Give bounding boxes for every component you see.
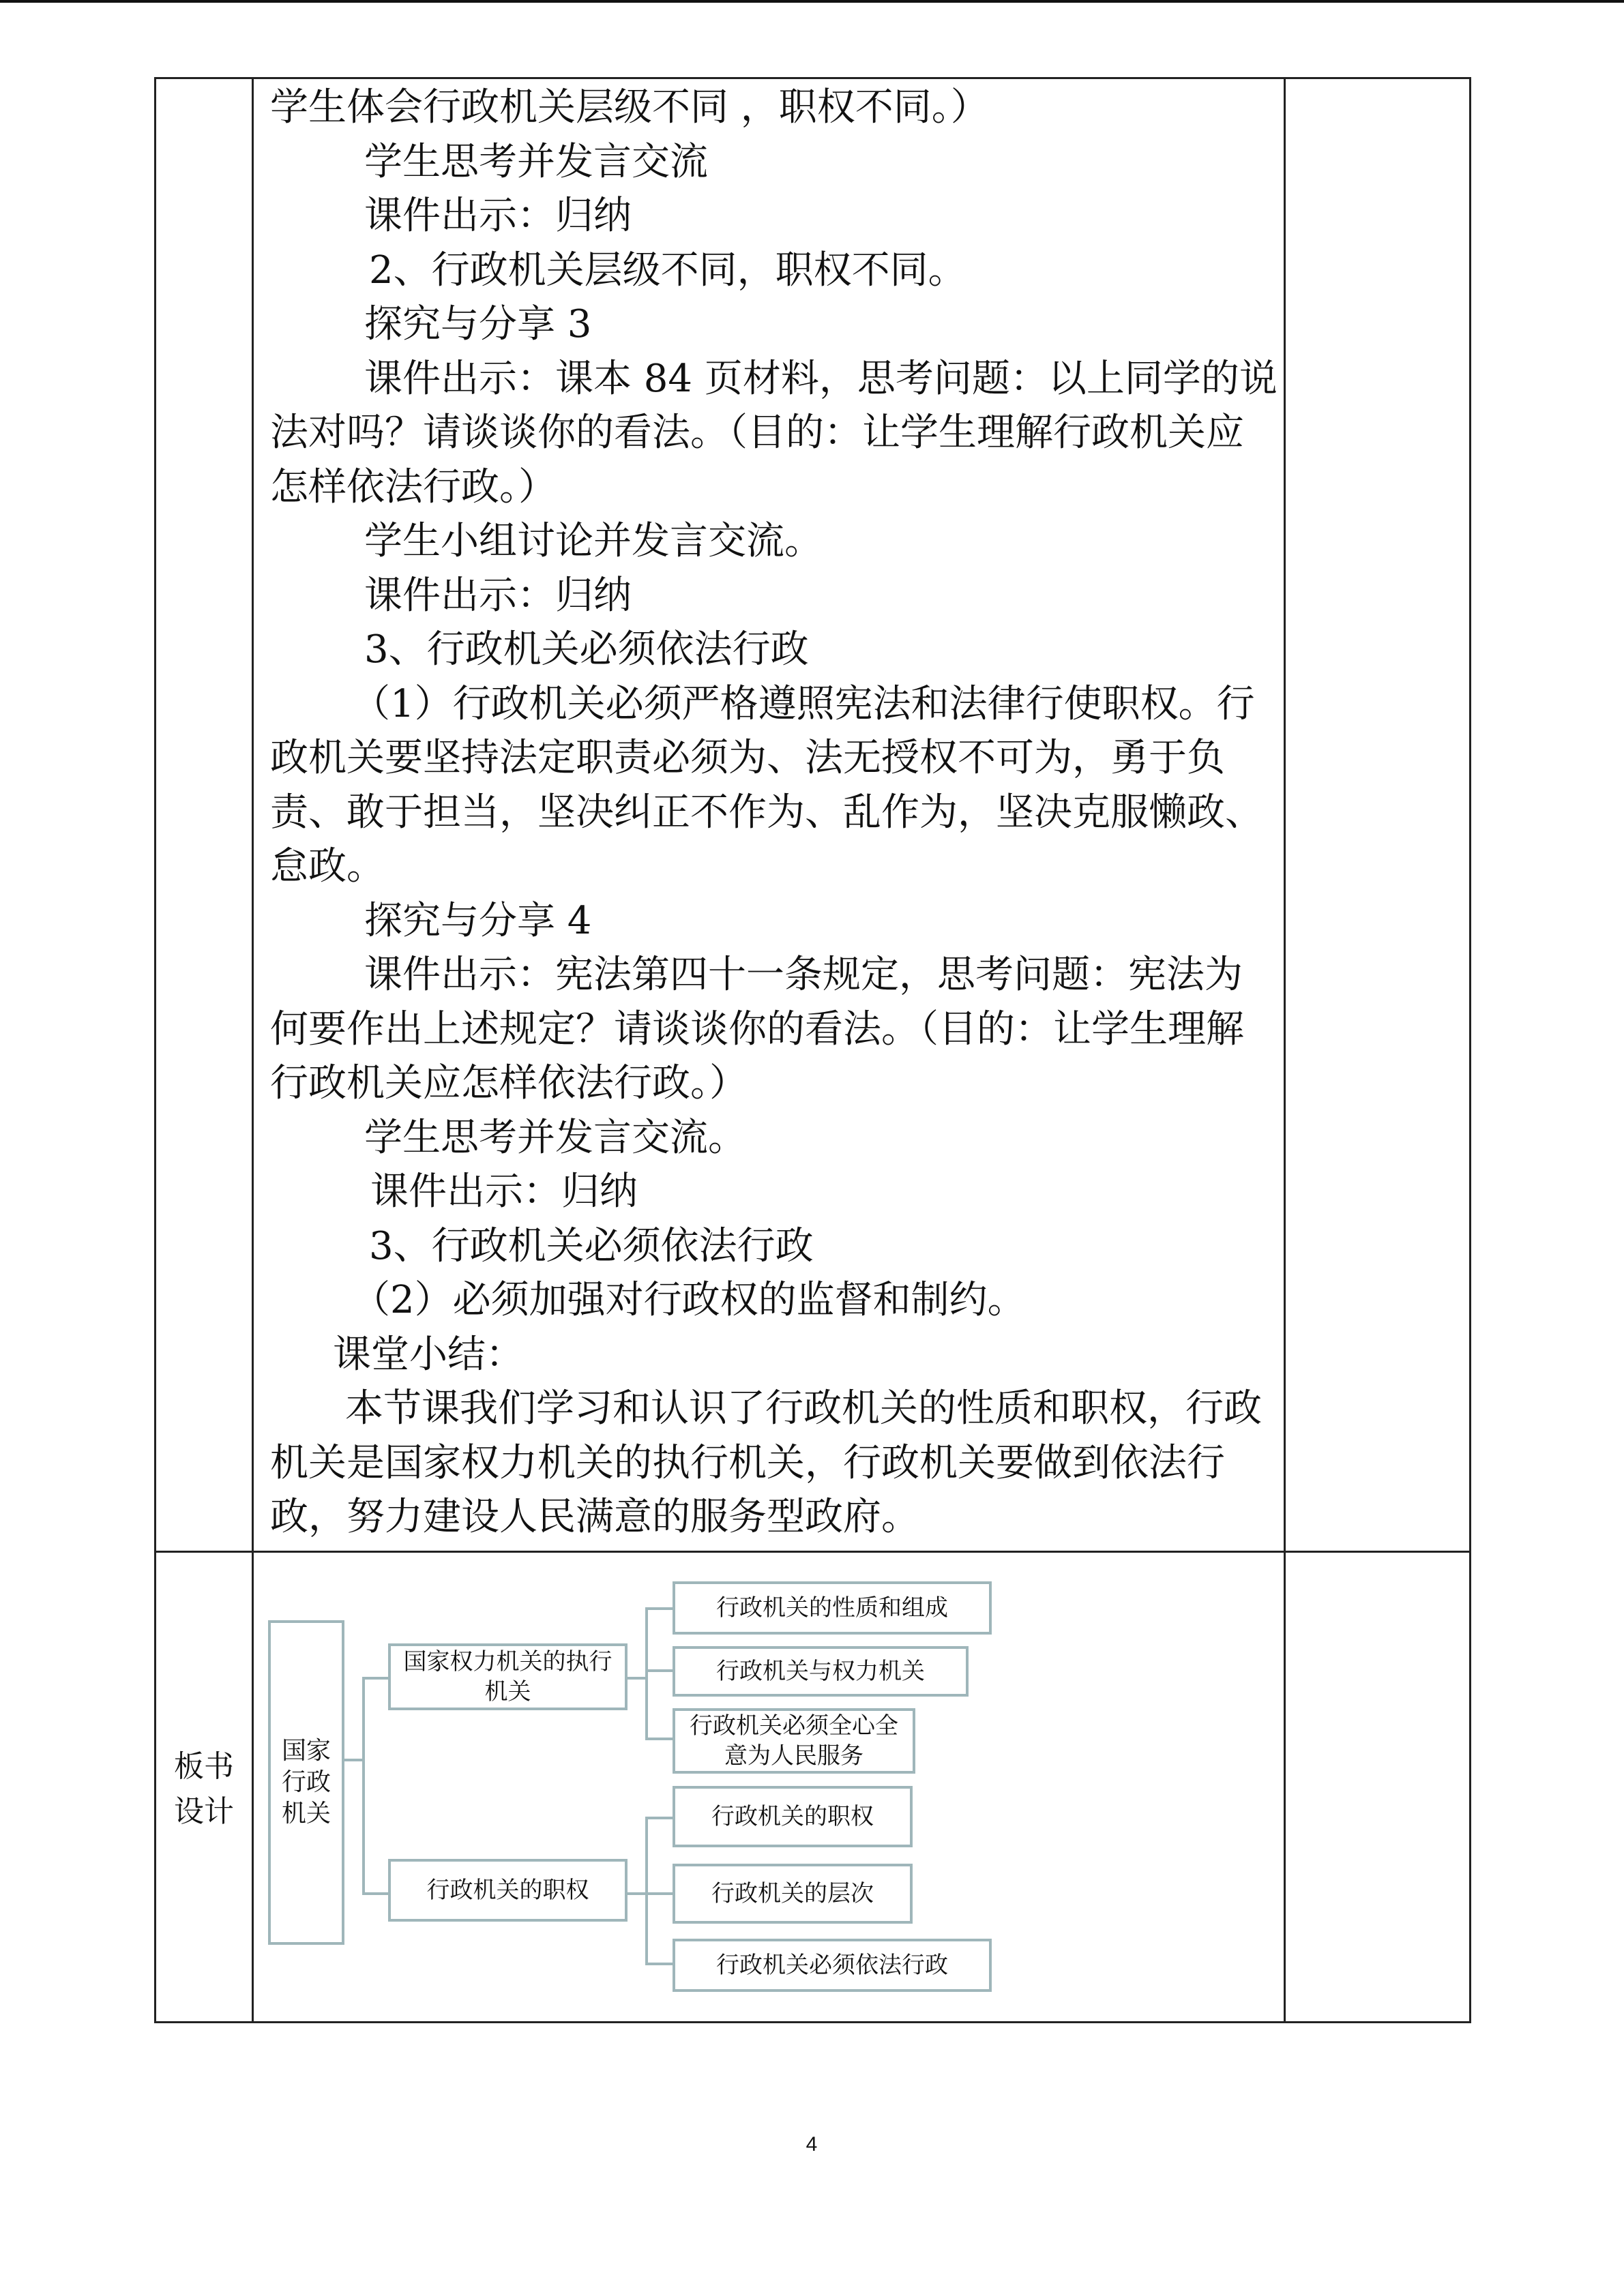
root-node: 国家行政机关 bbox=[268, 1620, 344, 1945]
lesson-line: 2、行政机关层级不同，职权不同。 bbox=[369, 248, 966, 293]
lesson-line: 课件出示：宪法第四十一条规定，思考问题：宪法为 bbox=[364, 953, 1243, 997]
connector bbox=[645, 1817, 648, 1965]
connector bbox=[343, 1759, 364, 1761]
lesson-line: 3、行政机关必须依法行政 bbox=[364, 627, 809, 672]
lesson-line: 怠政。 bbox=[270, 844, 385, 889]
connector bbox=[645, 1738, 674, 1740]
lesson-line: 课堂小结： bbox=[333, 1332, 524, 1377]
lesson-line: 课件出示：归纳 bbox=[370, 1169, 638, 1214]
lesson-line: 何要作出上述规定？请谈谈你的看法。（目的：让学生理解 bbox=[270, 1007, 1244, 1052]
lesson-line: 探究与分享 4 bbox=[364, 898, 592, 943]
board-design-label bbox=[156, 1744, 252, 1834]
connector bbox=[362, 1677, 389, 1680]
leaf-node: 行政机关的层次 bbox=[673, 1864, 913, 1924]
connector bbox=[645, 1607, 648, 1740]
lesson-line: 学生思考并发言交流。 bbox=[364, 1115, 746, 1160]
board-design-label-line: 设计 bbox=[174, 1794, 234, 1829]
table-right-border bbox=[1469, 77, 1471, 2023]
lesson-line: 探究与分享 3 bbox=[364, 302, 592, 346]
lesson-line: 怎样依法行政。） bbox=[270, 464, 557, 509]
leaf-node: 行政机关的职权 bbox=[673, 1786, 913, 1847]
lesson-line: 学生体会行政机关层级不同 ，职权不同。） bbox=[270, 85, 989, 130]
connector bbox=[645, 1669, 674, 1672]
leaf-node: 行政机关必须依法行政 bbox=[673, 1939, 992, 1992]
table-bottom-border bbox=[154, 2021, 1471, 2023]
page-number: 4 bbox=[806, 2133, 818, 2156]
connector bbox=[645, 1892, 674, 1895]
connector bbox=[645, 1607, 674, 1610]
board-design-label-line: 板书 bbox=[174, 1749, 234, 1784]
lesson-line: 政，努力建设人民满意的服务型政府。 bbox=[270, 1495, 919, 1539]
connector bbox=[645, 1963, 674, 1965]
lesson-line: 学生小组讨论并发言交流。 bbox=[364, 519, 823, 563]
table-top-border bbox=[154, 77, 1471, 79]
leaf-node: 行政机关必须全心全意为人民服务 bbox=[673, 1708, 915, 1774]
connector bbox=[626, 1677, 647, 1680]
connector bbox=[626, 1892, 647, 1895]
leaf-node: 行政机关与权力机关 bbox=[673, 1646, 969, 1697]
lesson-line: 政机关要坚持法定职责必须为、法无授权不可为，勇于负 bbox=[270, 736, 1225, 780]
table-left-border bbox=[154, 77, 156, 2023]
connector bbox=[362, 1892, 389, 1895]
connector bbox=[645, 1817, 674, 1819]
lesson-line: （1）行政机关必须严格遵照宪法和法律行使职权。行 bbox=[352, 681, 1255, 726]
lesson-line: 学生思考并发言交流 bbox=[364, 139, 708, 184]
lesson-line: 责、敢于担当，坚决纠正不作为、乱作为，坚决克服懒政、 bbox=[270, 790, 1263, 835]
lesson-line: 课件出示：课本 84 页材料，思考问题：以上同学的说 bbox=[364, 356, 1278, 401]
lesson-line: 课件出示：归纳 bbox=[364, 194, 632, 238]
leaf-node: 行政机关的性质和组成 bbox=[673, 1581, 992, 1635]
lesson-line: 本节课我们学习和认识了行政机关的性质和职权，行政 bbox=[345, 1386, 1262, 1431]
connector bbox=[362, 1677, 365, 1895]
lesson-line: 机关是国家权力机关的执行机关，行政机关要做到依法行 bbox=[270, 1440, 1225, 1485]
lesson-line: （2）必须加强对行政权的监督和制约。 bbox=[352, 1278, 1026, 1322]
lesson-process-cell bbox=[270, 80, 1280, 1545]
lesson-line: 课件出示：归纳 bbox=[364, 573, 632, 618]
branch-node-powers: 行政机关的职权 bbox=[388, 1859, 628, 1922]
table-col-divider-1 bbox=[252, 77, 254, 2023]
branch-node-executive: 国家权力机关的执行机关 bbox=[388, 1643, 628, 1710]
lesson-line: 3、行政机关必须依法行政 bbox=[369, 1223, 814, 1268]
table-row-divider bbox=[154, 1551, 1471, 1553]
page-top-rule bbox=[0, 0, 1624, 3]
table-col-divider-2 bbox=[1284, 77, 1286, 2023]
lesson-line: 法对吗？请谈谈你的看法。（目的：让学生理解行政机关应 bbox=[270, 411, 1244, 455]
lesson-line: 行政机关应怎样依法行政。） bbox=[270, 1061, 748, 1105]
